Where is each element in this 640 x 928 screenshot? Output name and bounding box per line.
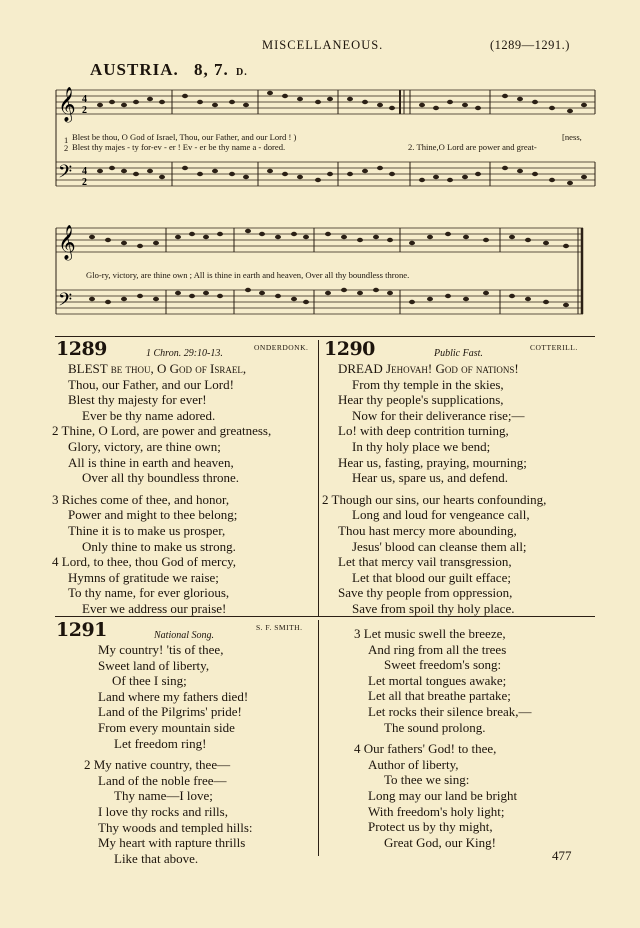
hymn-line: Hymns of gratitude we raise;: [68, 569, 219, 585]
hymn-line: 4 Lord, to thee, thou God of mercy,: [52, 554, 236, 570]
verse-mark-2: 2: [64, 143, 69, 153]
hymn-line: From thy temple in the skies,: [352, 376, 504, 392]
hymn-line: Land where my fathers died!: [98, 688, 249, 704]
lyrics-line-2b: 2. Thine,O Lord are power and great-: [408, 142, 537, 152]
hymn-line: Save from spoil thy holy place.: [352, 600, 515, 616]
hymn-line: To thee we sing:: [384, 772, 470, 788]
hymn-line: Land of the noble free—: [98, 772, 227, 788]
svg-text:4: 4: [82, 166, 87, 177]
tune-name: AUSTRIA.: [90, 60, 179, 79]
hymn-line: 3 Let music swell the breeze,: [354, 626, 506, 641]
hymn-line: Jesus' blood can cleanse them all;: [352, 538, 527, 554]
hymn-line: In thy holy place we bend;: [352, 438, 491, 454]
hymn-line: 3 Riches come of thee, and honor,: [52, 491, 230, 507]
hymn-line: Now for their deliverance rise;—: [352, 407, 525, 423]
treble-clef-icon: 𝄞: [58, 87, 76, 122]
hymn-line: Let rocks their silence break,—: [368, 703, 532, 719]
hymn-line: 2 Thine, O Lord, are power and greatness,: [52, 423, 272, 439]
hymn-line: And ring from all the trees: [368, 641, 507, 657]
music-system-2: [0, 220, 640, 340]
hymn-line: Sweet land of liberty,: [98, 657, 210, 673]
hymn-line: Only thine to make us strong.: [82, 538, 236, 554]
hymn-1291-text-b: [354, 626, 532, 850]
scripture-reference: 1 Chron. 29:10-13.: [146, 348, 223, 359]
divider-top: [55, 336, 595, 337]
hymn-line: I love thy rocks and rills,: [98, 803, 228, 819]
hymn-line: Sweet freedom's song:: [384, 657, 502, 673]
hymn-line: My heart with rapture thrills: [98, 835, 246, 851]
hymn-line: Let that blood our guilt efface;: [352, 569, 511, 585]
hymn-line: DREAD Jehovah! God of nations!: [338, 361, 519, 376]
song-reference: National Song.: [154, 630, 215, 641]
running-head-range: (1289—1291.): [490, 38, 570, 52]
lyrics-ness: [ness,: [562, 132, 582, 142]
svg-text:2: 2: [82, 177, 87, 188]
treble-clef-icon: 𝄞: [58, 225, 76, 260]
hymn-line: Hear us, fasting, praying, mourning;: [338, 454, 527, 470]
hymn-line: Ever we address our praise!: [82, 600, 227, 616]
lyrics-line-1: Blest be thou, O God of Israel, Thou, our Father, and our Lord ! ): [72, 132, 297, 142]
hymn-number-1291: 1291: [56, 619, 107, 641]
hymn-line: Author of liberty,: [368, 756, 459, 772]
bass-clef-icon: 𝄢: [58, 290, 73, 315]
hymn-line: Lo! with deep contrition turning,: [338, 423, 509, 439]
lyrics-line-3: Glo-ry, victory, are thine own ; All is thine in earth and heaven, Over all thy boundless throne.: [86, 270, 410, 280]
tune-reference-1290: COTTERILL.: [530, 343, 578, 352]
hymn-line: 4 Our fathers' God! to thee,: [354, 741, 497, 757]
hymn-line: Let mortal tongues awake;: [368, 672, 507, 688]
verse-mark-1: 1: [64, 135, 69, 145]
column-rule-2: [318, 620, 319, 856]
hymn-line: Power and might to thee belong;: [68, 507, 238, 523]
hymn-1290-text: [322, 361, 546, 617]
hymn-number-1289: 1289: [56, 338, 107, 360]
bass-clef-icon: 𝄢: [58, 162, 73, 187]
hymn-line: Glory, victory, are thine own;: [68, 438, 221, 454]
note-heads-2: [89, 229, 569, 307]
hymn-line: The sound prolong.: [384, 719, 486, 735]
hymn-line: From every mountain side: [98, 719, 235, 735]
hymn-line: Ever be thy name adored.: [82, 407, 216, 423]
hymn-line: To thy name, for ever glorious,: [68, 585, 230, 601]
hymn-1291-text-a: [84, 642, 253, 866]
occasion-reference: Public Fast.: [434, 348, 483, 359]
svg-text:4: 4: [82, 94, 87, 105]
hymn-line: All is thine in earth and heaven,: [68, 454, 234, 470]
hymn-line: BLEST be thou, O God of Israel,: [68, 361, 247, 376]
hymn-line: 2 My native country, thee—: [84, 757, 231, 773]
running-head-section: MISCELLANEOUS.: [262, 38, 384, 52]
hymn-line: Long may our land be bright: [368, 787, 518, 803]
hymn-line: Let freedom ring!: [114, 735, 207, 751]
hymn-line: With freedom's holy light;: [368, 803, 505, 819]
hymn-line: Let all that breathe partake;: [368, 688, 511, 704]
hymn-number-1290: 1290: [324, 338, 375, 360]
tune-meter-suffix: D.: [236, 67, 248, 78]
author-reference-1291: S. F. SMITH.: [256, 623, 303, 632]
hymn-line: Land of the Pilgrims' pride!: [98, 704, 242, 720]
hymn-line: Thou, our Father, and our Lord!: [68, 376, 234, 392]
column-rule-1: [318, 340, 319, 616]
hymn-line: Of thee I sing;: [112, 673, 187, 689]
hymn-line: Thou hast mercy more abounding,: [338, 522, 517, 538]
hymn-line: Save thy people from oppression,: [338, 585, 513, 601]
hymn-line: Thy woods and templed hills:: [98, 819, 253, 835]
tune-meter: 8, 7.: [194, 60, 229, 79]
hymn-line: Protect us by thy might,: [368, 819, 493, 835]
hymn-line: Thine it is to make us prosper,: [68, 522, 226, 538]
hymn-line: Over all thy boundless throne.: [82, 470, 240, 486]
tune-title: [90, 60, 248, 80]
tune-reference-1289: ONDERDONK.: [254, 343, 309, 352]
hymn-1289-text: [52, 361, 271, 617]
hymn-line: Like that above.: [114, 850, 199, 866]
hymn-line: Blest thy majesty for ever!: [68, 392, 207, 408]
hymn-line: Let that mercy vail transgression,: [338, 554, 512, 570]
hymn-line: Hear thy people's supplications,: [338, 392, 504, 408]
hymn-line: 2 Though our sins, our hearts confounding,: [322, 491, 547, 507]
hymn-line: Long and loud for vengeance call,: [352, 507, 530, 523]
svg-text:2: 2: [82, 105, 87, 116]
hymn-line: Great God, our King!: [384, 834, 496, 850]
lyrics-line-2: Blest thy majes - ty for-ev - er ! Ev - er be thy name a - dored.: [72, 142, 286, 152]
hymn-line: Thy name—I love;: [114, 788, 213, 804]
hymn-line: My country! 'tis of thee,: [98, 642, 224, 657]
page-number: 477: [552, 848, 572, 863]
hymn-line: Hear us, spare us, and defend.: [352, 470, 508, 486]
